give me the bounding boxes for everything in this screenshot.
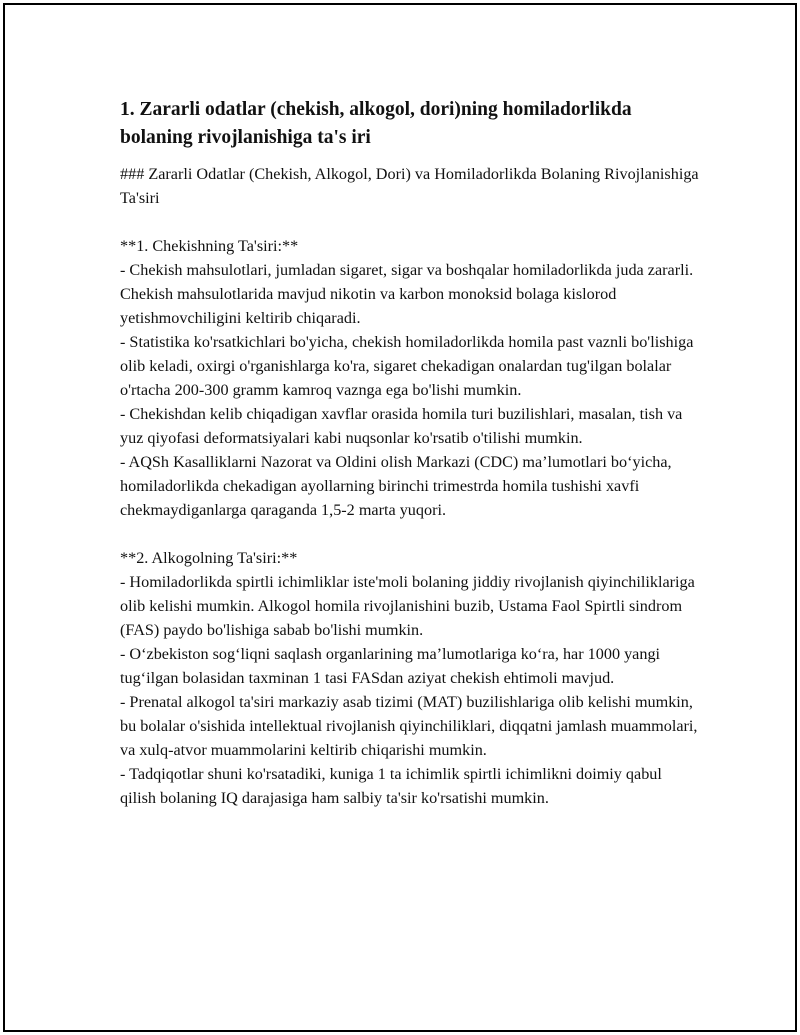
section-heading: **2. Alkogolning Ta'siri:** <box>120 549 298 567</box>
page-frame <box>3 3 797 1032</box>
section-smoking <box>120 234 700 522</box>
document-body <box>120 96 700 834</box>
section-heading: **1. Chekishning Ta'siri:** <box>120 237 299 255</box>
bullet-paragraph: - AQSh Kasalliklarni Nazorat va Oldini olish Markazi (CDC) ma’lumotlari bo‘yicha, homiladorlikda chekadigan ayollarning birinchi trimestrda homila tushishi xavfi chekmaydiganlarga qaraganda 1,5-2 marta yuqori. <box>120 453 672 519</box>
document-title: 1. Zararli odatlar (chekish, alkogol, dori)ning homiladorlikda bolaning rivojlanishiga ta's iri <box>120 99 632 148</box>
document-subtitle: ### Zararli Odatlar (Chekish, Alkogol, Dori) va Homiladorlikda Bolaning Rivojlanishiga Ta'siri <box>120 165 699 207</box>
bullet-paragraph: - Homiladorlikda spirtli ichimliklar iste'moli bolaning jiddiy rivojlanish qiyinchiliklariga olib kelishi mumkin. Alkogol homila rivojlanishini buzib, Ustama Faol Spirtli sindrom (FAS) paydo bo'lishiga sabab bo'lishi mumkin. <box>120 573 695 639</box>
bullet-paragraph: - Chekish mahsulotlari, jumladan sigaret, sigar va boshqalar homiladorlikda juda zararli. Chekish mahsulotlarida mavjud nikotin va karbon monoksid bolaga kislorod yetishmovchiligini keltirib chiqaradi. <box>120 261 694 327</box>
bullet-paragraph: - O‘zbekiston sog‘liqni saqlash organlarining ma’lumotlariga ko‘ra, har 1000 yangi tug‘ilgan bolasidan taxminan 1 tasi FASdan aziyat chekish ehtimoli mavjud. <box>120 645 661 687</box>
bullet-paragraph: - Statistika ko'rsatkichlari bo'yicha, chekish homiladorlikda homila past vaznli bo'lishiga olib keladi, oxirgi o'rganishlarga ko'ra, sigaret chekadigan onalardan tug'ilgan bolalar o'rtacha 200-300 gramm kamroq vaznga ega bo'lishi mumkin. <box>120 333 694 399</box>
bullet-paragraph: - Tadqiqotlar shuni ko'rsatadiki, kuniga 1 ta ichimlik spirtli ichimlikni doimiy qabul qilish bolaning IQ darajasiga ham salbiy ta'sir ko'rsatishi mumkin. <box>120 765 662 807</box>
bullet-paragraph: - Prenatal alkogol ta'siri markaziy asab tizimi (MAT) buzilishlariga olib kelishi mumkin, bu bolalar o'sishida intellektual rivojlanish qiyinchiliklari, diqqatni jamlash muammolari, va xulq-atvor muammolarini keltirib chiqarishi mumkin. <box>120 693 698 759</box>
bullet-paragraph: - Chekishdan kelib chiqadigan xavflar orasida homila turi buzilishlari, masalan, tish va yuz qiyofasi deformatsiyalari kabi nuqsonlar ko'rsatib o'tilishi mumkin. <box>120 405 683 447</box>
section-alcohol <box>120 546 700 810</box>
